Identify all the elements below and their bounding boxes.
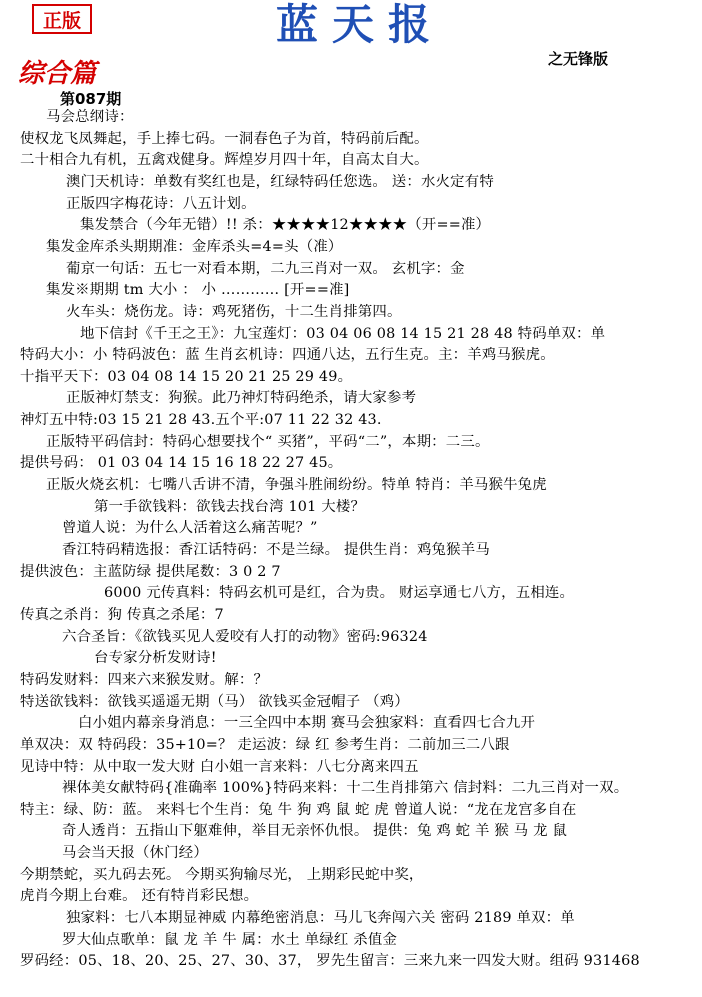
text-line: 使权龙飞凤舞起，手上捧七码。一洞春色子为首，特码前后配。: [20, 130, 429, 147]
text-line: 虎肖今期上台难。 还有特肖彩民想。: [20, 888, 259, 905]
text-line: 集发金库杀头期期准：金库杀头=4=头（准）: [46, 238, 343, 255]
text-line: 罗码经：05、18、20、25、27、30、37， 罗先生留言：三来九来一四发大财。组码 931468: [20, 953, 640, 970]
text-line: 提供号码： 01 03 04 14 15 16 18 22 27 45。: [20, 455, 343, 472]
text-line: 白小姐内幕亲身消息：一三全四中本期 赛马会独家料：直看四七合九开: [78, 715, 536, 732]
text-line: 见诗中特：从中取一发大财 白小姐一言来料：八七分离来四五: [20, 758, 419, 775]
text-line: 正版四字梅花诗：八五计划。: [66, 195, 256, 212]
text-line: 神灯五中特:03 15 21 28 43.五个平:07 11 22 32 43.: [20, 412, 382, 429]
text-line: 6000 元传真料：特码玄机可是红，合为贵。 财运享通七八方，五相连。: [104, 585, 575, 602]
text-line: 罗大仙点歌单：鼠 龙 羊 牛 属：水土 单绿红 杀值金: [62, 931, 398, 948]
text-line: 六合圣旨：《欲钱买见人爱咬有人打的动物》密码:96324: [62, 628, 428, 645]
text-line: 第一手欲钱料：欲钱去找台湾 101 大楼？: [94, 498, 366, 515]
text-line: 马会总纲诗：: [46, 109, 134, 125]
issue-number: 第087期: [60, 90, 122, 108]
text-line: 今期禁蛇，买九码去死。 今期买狗输尽光， 上期彩民蛇中奖，: [20, 866, 424, 883]
text-line: 葡京一句话：五七一对看本期，二九三肖对一双。 玄机字：金: [66, 260, 465, 277]
text-line: 曾道人说：为什么人活着这么痛苦呢？”: [62, 520, 318, 537]
text-line: 台专家分析发财诗!: [94, 650, 217, 667]
text-line: 集发禁合（今年无错）!! 杀：★★★★12★★★★（开==准）: [80, 217, 491, 234]
text-line: 集发※期期 tm 大小 ： 小 ………… [开==准]: [46, 282, 350, 299]
text-line: 特送欲钱料：欲钱买遥遥无期（马） 欲钱买金冠帽子 （鸡）: [20, 693, 409, 710]
edition-label: 之无锋版: [548, 50, 609, 68]
newspaper-title: 蓝天报: [275, 0, 444, 49]
text-line: 裸体美女献特码{准确率 100%}特码来料：十二生肖排第六 信封料：二九三肖对一双。: [62, 780, 629, 797]
text-line: 澳门天机诗：单数有奖红也是，红绿特码任您选。 送：水火定有特: [66, 173, 494, 190]
text-line: 特主：绿、防：蓝。 来料七个生肖：兔 牛 狗 鸡 鼠 蛇 虎 曾道人说：“龙在龙宫多自在: [20, 801, 577, 818]
text-line: 十指平天下：03 04 08 14 15 20 21 25 29 49。: [20, 368, 353, 385]
text-line: 特码发财料：四来六来猴发财。解：？: [20, 671, 269, 688]
text-line: 地下信封《千王之王》：九宝莲灯：03 04 06 08 14 15 21 28 48 特码单双：单: [80, 325, 606, 342]
text-line: 马会当天报（休门经）: [62, 845, 208, 862]
text-line: 正版特平码信封：特码心想要找个“ 买猪”，平码“二”，本期：二三。: [46, 433, 490, 450]
text-line: 独家料：七八本期显神威 内幕绝密消息：马儿飞奔闯六关 密码 2189 单双：单: [66, 910, 575, 927]
text-line: 单双决：双 特码段：35+10=？ 走运波：绿 红 参考生肖：二前加三二八跟: [20, 736, 510, 753]
genuine-edition-badge: 正版: [32, 4, 92, 34]
text-line: 正版火烧玄机：七嘴八舌讲不清，争强斗胜闹纷纷。特单 特肖：羊马猴牛兔虎: [46, 477, 547, 494]
text-line: 香江特码精选报：香江话特码：不是兰绿。 提供生肖：鸡兔猴羊马: [62, 542, 490, 558]
text-line: 传真之杀肖：狗 传真之杀尾：7: [20, 606, 224, 623]
text-line: 火车头：烧伤龙。诗：鸡死猪伤，十二生肖排第四。: [66, 303, 402, 320]
section-heading: 综合篇: [18, 59, 97, 89]
text-line: 特码大小：小 特码波色：蓝 生肖玄机诗：四通八达，五行生克。主：羊鸡马猴虎。: [20, 347, 555, 364]
text-line: 二十相合九有机，五禽戏健身。辉煌岁月四十年，自高太自大。: [20, 152, 429, 169]
text-line: 正版神灯禁支：狗猴。此乃神灯特码绝杀，请大家参考: [66, 390, 417, 407]
text-line: 奇人透肖：五指山下躯难伸，举目无亲怀仇恨。 提供：兔 鸡 蛇 羊 猴 马 龙 鼠: [62, 823, 568, 840]
text-line: 提供波色：主蓝防绿 提供尾数：3 0 2 7: [20, 563, 281, 580]
